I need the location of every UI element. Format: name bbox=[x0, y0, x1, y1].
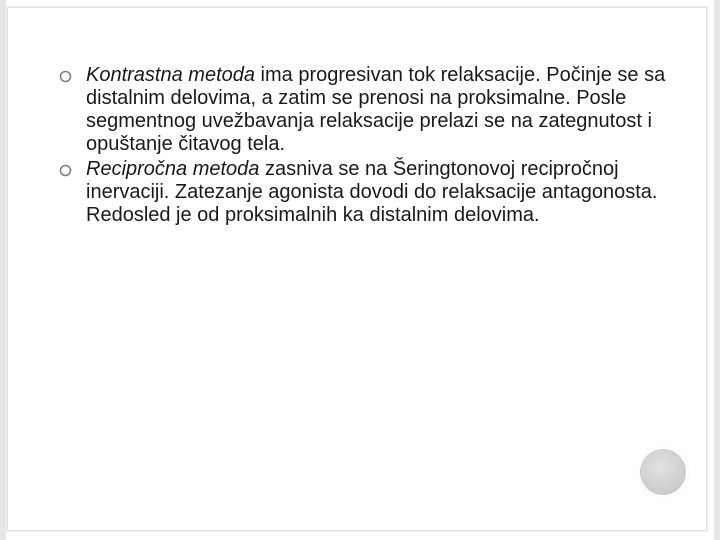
hollow-circle-icon bbox=[59, 164, 72, 177]
method-name: Kontrastna metoda bbox=[86, 64, 255, 86]
bullet-list bbox=[56, 64, 666, 229]
hollow-circle-icon bbox=[59, 70, 72, 83]
left-edge-bar bbox=[0, 0, 6, 540]
bullet-item-kontrastna bbox=[56, 64, 666, 156]
method-description: zasniva se na Šeringtonovoj recipročnoj inervaciji. Zatezanje agonista dovodi do relaksacije antagonosta. Redosled je od proksimalnih ka distalnim delovima. bbox=[86, 158, 658, 226]
method-description: ima progresivan tok relaksacije. Počinje se sa distalnim delovima, a zatim se prenosi na proksimalne. Posle segmentnog uvežbavanja relaksacije prelazi se na zategnutost i opuštanje čitavog tela. bbox=[86, 64, 666, 155]
method-name: Recipročna metoda bbox=[86, 158, 260, 180]
decorative-circle bbox=[640, 449, 686, 495]
right-edge-bar bbox=[714, 0, 720, 540]
bullet-item-reciprocna bbox=[56, 158, 666, 227]
